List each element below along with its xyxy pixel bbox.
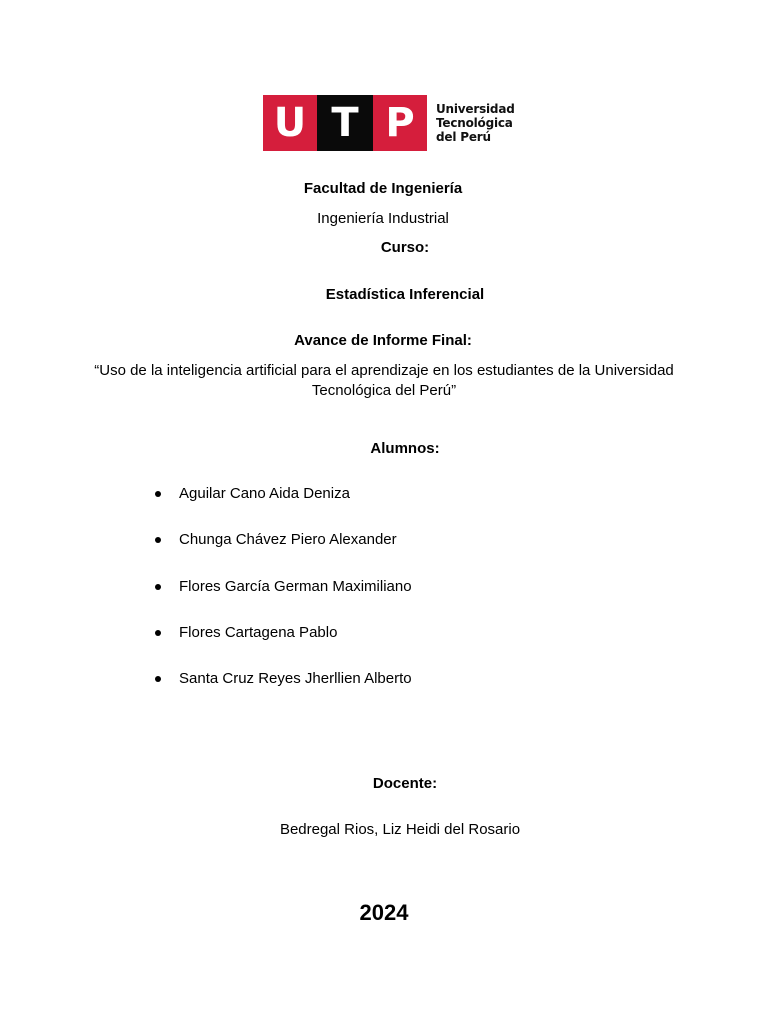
logo-text-line: Tecnológica: [436, 116, 513, 130]
report-title: [80, 361, 688, 401]
bullet-icon: [155, 491, 161, 497]
teacher-label: Docente:: [372, 775, 438, 792]
career-name: Ingeniería Industrial: [317, 210, 449, 227]
student-name: Flores Cartagena Pablo: [179, 623, 338, 641]
logo-university-name: [436, 95, 515, 151]
list-item: [150, 669, 412, 715]
student-name: Flores García German Maximiliano: [179, 577, 412, 595]
utp-logo: [263, 95, 519, 151]
report-title-line: Tecnológica del Perú”: [311, 382, 457, 399]
student-name: Aguilar Cano Aida Deniza: [179, 485, 350, 502]
bullet-icon: [155, 676, 161, 682]
students-label: Alumnos:: [370, 440, 440, 457]
students-list: [150, 484, 412, 715]
teacher-name: Bedregal Rios, Liz Heidi del Rosario: [279, 821, 521, 838]
list-item: [150, 577, 412, 623]
logo-text-line: Universidad: [436, 102, 515, 116]
student-name: Santa Cruz Reyes Jherllien Alberto: [179, 670, 412, 687]
bullet-icon: [155, 630, 161, 636]
year: 2024: [359, 900, 409, 925]
list-item: [150, 530, 412, 576]
faculty-heading: Facultad de Ingeniería: [303, 180, 463, 197]
list-item: [150, 484, 412, 530]
list-item: [150, 623, 412, 669]
report-title-line: “Uso de la inteligencia artificial para el aprendizaje en los estudiantes de la Universidad: [94, 362, 674, 379]
report-label: Avance de Informe Final:: [294, 332, 472, 349]
logo-text-line: del Perú: [436, 130, 491, 144]
bullet-icon: [155, 584, 161, 590]
logo-letter-p: P: [373, 95, 427, 151]
student-name: Chunga Chávez Piero Alexander: [179, 531, 397, 549]
logo-letter-t: T: [317, 95, 373, 151]
course-label: Curso:: [380, 239, 430, 256]
logo-letter-u: U: [263, 95, 317, 151]
course-name: Estadística Inferencial: [325, 286, 485, 303]
bullet-icon: [155, 537, 161, 543]
